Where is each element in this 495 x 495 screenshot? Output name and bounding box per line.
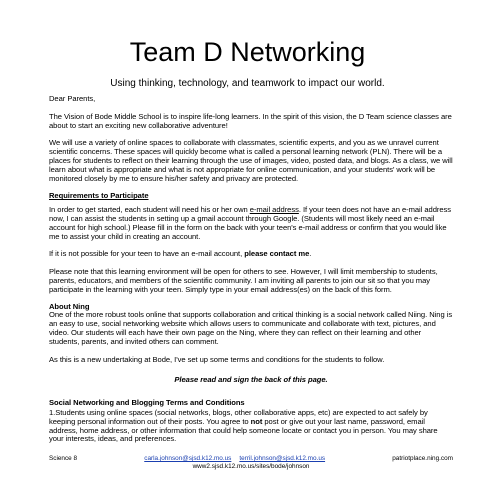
- salutation: Dear Parents,: [49, 94, 96, 103]
- paragraph-contact: [49, 250, 453, 259]
- paragraph-email: [49, 206, 453, 241]
- requirements-heading: [49, 192, 453, 201]
- terms-heading: Social Networking and Blogging Terms and Conditions: [49, 398, 245, 408]
- footer-email-carla[interactable]: carla.johnson@sjsd.k12.mo.us: [144, 455, 232, 462]
- requirements-heading-text: Requirements to Participate: [49, 191, 149, 201]
- paragraph-ning: One of the more robust tools online that supports collaboration and critical thinking is a social network called Niing. Ning is an easy to use, social networking website which allows users to communicate and collaborate with text, pictures, and video. Our students will each have their own page on the Ning, where they can reflect on their learning and other students, parents, and invited others can comment.: [49, 310, 453, 346]
- terms-item-1-not: not: [250, 416, 263, 426]
- paragraph-vision: The Vision of Bode Middle School is to inspire life-long learners. In the spirit of this vision, the D Team science classes are about to start an exciting new collaborative adventure!: [49, 111, 452, 130]
- footer-course: Science 8: [49, 455, 78, 462]
- terms-item-1-a: 1.Students using online spaces (social networks, blogs, other collaborative apps, etc) are expected to act safely by keeping personal information out of their posts. You agree to: [49, 407, 428, 426]
- footer-url: www2.sjsd.k12.mo.us/sites/bode/johnson: [192, 462, 310, 470]
- terms-item-1-c: post or give out your last name, password, email address, home address, or other information that could help someone locate or contact you in person. You may share your interests, ideas, and preferences.: [49, 416, 438, 444]
- contact-me-text: please contact me: [244, 249, 310, 259]
- ning-heading: About Ning: [49, 301, 90, 311]
- footer-site: patriotplace.ning.com: [392, 455, 453, 462]
- footer: [49, 455, 453, 470]
- tagline: Using thinking, technology, and teamwork to impact our world.: [110, 78, 385, 89]
- paragraph-email-a: In order to get started, each student will need his or her own: [49, 205, 250, 215]
- footer-email-terril[interactable]: terril.johnson@sjsd.k12.mo.us: [239, 455, 326, 462]
- footer-row: [49, 455, 453, 463]
- paragraph-membership: Please note that this learning environment will be open for others to see. However, I will limit membership to students, parents, educators, and members of the scientific community. I am inviting all parents to join our sit so that you may participate in the learning with your teen. Simply type in your email address(es) on the back of this form.: [49, 267, 438, 294]
- terms-item-1: [49, 409, 453, 444]
- paragraph-email-b: . If your teen does not have an e-mail address now, I can assist the students in setting up a gmail account through Google. (Students will most likely need an e-mail account for high school.) Please fill in the form on the back with your teen's e-mail address or confirm that you would like me to assist your child in creating an account.: [49, 205, 452, 241]
- paragraph-contact-a: If it is not possible for your teen to have an e-mail account,: [49, 249, 245, 259]
- paragraph-online-spaces: We will use a variety of online spaces to collaborate with classmates, scientific experts, and you as we unravel current scientific concerns. These spaces will quickly become what is called a personal learning network (PLN). There will be a places for students to reflect on their learning through the use of images, video, posted data, and blogs. As a class, we will learn about what is appropriate and what is not appropriate for online communication, and your students' work will be monitored closely by me to ensure his/her safety and privacy are protected.: [49, 138, 453, 183]
- letter-body: [49, 95, 453, 444]
- paragraph-terms-intro: As this is a new undertaking at Bode, I've set up some terms and conditions for the students to follow.: [49, 354, 385, 364]
- sign-instruction: Please read and sign the back of this page.: [174, 375, 328, 385]
- paragraph-contact-c: .: [309, 249, 312, 259]
- footer-emails: [144, 455, 325, 463]
- page-title: Team D Networking: [129, 37, 366, 67]
- email-address-term: e-mail address: [249, 205, 299, 215]
